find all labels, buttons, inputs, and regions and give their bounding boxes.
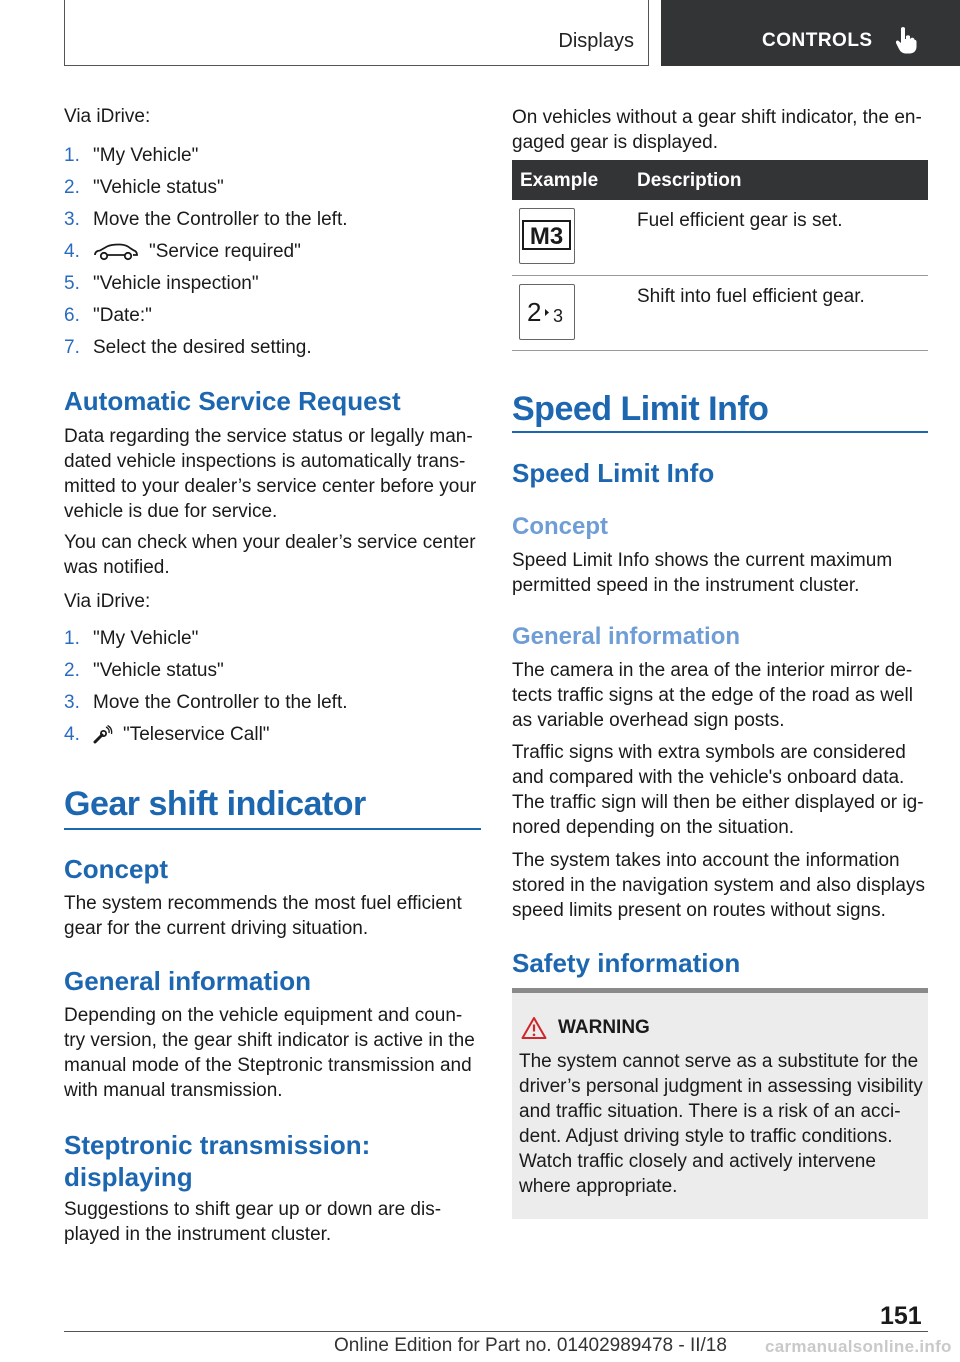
page-number: 151 (880, 1302, 922, 1330)
heading-general-information-sli: General information (512, 623, 741, 650)
header-section-tab (64, 0, 649, 66)
via-idrive-label-2: Via iDrive: (64, 591, 151, 612)
concept-paragraph: The system recommends the most fuel efficient gear for the current driving situation. (64, 893, 462, 939)
footer-rule (64, 1331, 928, 1332)
warning-triangle-icon (521, 1016, 547, 1040)
table-header-example: Example (520, 170, 599, 191)
gear-display-m3 (519, 208, 575, 264)
heading-steptronic: Steptronic transmission: displaying (64, 1130, 371, 1192)
heading-gear-shift-indicator: Gear shift indicator (64, 785, 366, 823)
header-chapter-tab (661, 0, 960, 66)
sli-concept-paragraph: Speed Limit Info shows the current maximum permitted speed in the instrument cluster. (512, 550, 893, 596)
footer-edition: Online Edition for Part no. 01402989478 - II/18 (334, 1335, 727, 1356)
auto-paragraph-2: You can check when your dealer’s service center was notified. (64, 532, 476, 578)
heading-rule (512, 431, 928, 433)
header-section-title: Displays (558, 30, 634, 52)
heading-concept-sli: Concept (512, 513, 608, 540)
subheading-speed-limit-info: Speed Limit Info (512, 458, 715, 488)
pointing-hand-icon (895, 26, 917, 54)
steptronic-paragraph: Suggestions to shift gear up or down are dis‐ played in the instrument cluster. (64, 1199, 442, 1245)
wrench-signal-icon (93, 725, 113, 745)
table-row-2-desc: Shift into fuel efficient gear. (637, 286, 865, 307)
table-row-divider (512, 275, 928, 276)
table-row-1-desc: Fuel efficient gear is set. (637, 210, 843, 231)
gear-intro-paragraph: On vehicles without a gear shift indicator, the en‐ gaged gear is displayed. (512, 107, 922, 153)
sli-general-paragraph-2: Traffic signs with extra symbols are considered and compared with the vehicle's onboard data. The traffic sign will then be either displayed or ig‐ nored depending on the situation. (512, 742, 924, 838)
gear-label: M3 (529, 223, 564, 250)
auto-paragraph-1: Data regarding the service status or legally man‐ dated vehicle inspections is automatically trans‐ mitted to your dealer’s service center before your vehicle is due for service. (64, 426, 477, 522)
watermark: carmanualsonline.info (765, 1337, 952, 1356)
gear-to: 3 (553, 306, 564, 326)
via-idrive-label-1: Via iDrive: (64, 106, 151, 127)
heading-concept: Concept (64, 854, 168, 884)
sli-general-paragraph-3: The system takes into account the information stored in the navigation system and also displays speed limits present on routes without signs. (512, 850, 925, 921)
warning-text: The system cannot serve as a substitute for the driver’s personal judgment in assessing visibility and traffic situation. There is a risk of an acci‐ dent. Adjust driving style to traffic conditions. Watch traffic closely and actively intervene where appropriate. (519, 1051, 923, 1197)
warning-title: WARNING (558, 1017, 650, 1038)
heading-speed-limit-info: Speed Limit Info (512, 390, 769, 428)
heading-rule (64, 828, 481, 830)
table-row-divider (512, 350, 928, 351)
car-service-icon (93, 243, 139, 261)
heading-general-information: General information (64, 966, 312, 996)
table-header-description: Description (637, 170, 742, 191)
general-paragraph: Depending on the vehicle equipment and coun‐ try version, the gear shift indicator is active in the manual mode of the Steptronic transmission and with manual transmission. (64, 1005, 475, 1101)
heading-automatic-service-request: Automatic Service Request (64, 386, 401, 416)
gear-display-shift (519, 284, 575, 340)
gear-from: 2 (527, 297, 542, 327)
table-header (512, 160, 928, 200)
shift-arrow-icon (545, 309, 549, 316)
header-chapter-title: CONTROLS (762, 30, 873, 51)
heading-safety-information: Safety information (512, 948, 741, 978)
sli-general-paragraph-1: The camera in the area of the interior mirror de‐ tects traffic signs at the edge of the road as well as variable overhead sign posts. (512, 660, 913, 731)
